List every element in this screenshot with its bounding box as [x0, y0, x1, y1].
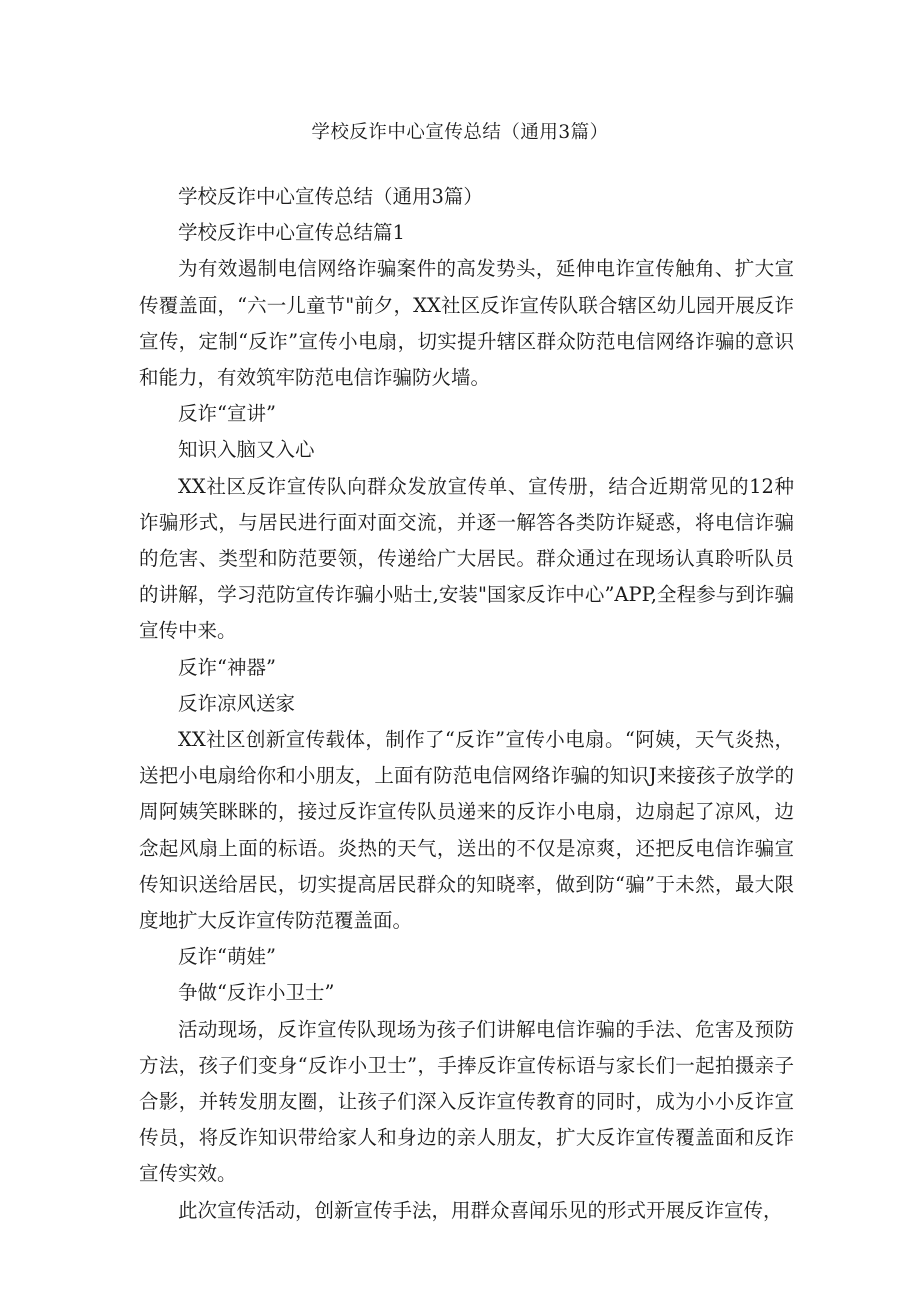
subheading-guard: 争做“反诈小卫士”	[178, 981, 335, 1005]
page-title: 学校反诈中心宣传总结（通用3篇）	[311, 122, 609, 143]
paragraph-activity: 活动现场，反诈宣传队现场为孩子们讲解电信诈骗的手法、危害及预防方法，孩子们变身“反诈小卫士”，手捧反诈宣传标语与家长们一起拍摄亲子合影，并转发朋友圈，让孩子们深入反诈宣传教育的同时，成为小小反诈宣传员，将反诈知识带给家人和身边的亲人朋友，扩大反诈宣传覆盖面和反诈宣传实效。	[139, 1017, 794, 1186]
paragraph-fan-story: XX社区创新宣传载体，制作了“反诈”宣传小电扇。“阿姨，天气炎热，送把小电扇给你和小朋友，上面有防范电信网络诈骗的知识J来接孩子放学的周阿姨笑眯眯的，接过反诈宣传队员递来的反诈小电扇，边扇起了凉风，边念起风扇上面的标语。炎热的天气，送出的不仅是凉爽，还把反电信诈骗宣传知识送给居民，切实提高居民群众的知晓率，做到防“骗”于未然，最大限度地扩大反诈宣传防范覆盖面。	[139, 728, 794, 933]
paragraph-intro: 为有效遏制电信网络诈骗案件的高发势头，延伸电诈宣传触角、扩大宣传覆盖面，“六一儿童节"前夕，XX社区反诈宣传队联合辖区幼儿园开展反诈宣传，定制“反诈”宣传小电扇，切实提升辖区群众防范电信网络诈骗的意识和能力，有效筑牢防范电信诈骗防火墙。	[139, 257, 794, 390]
document-subtitle: 学校反诈中心宣传总结（通用3篇）	[178, 185, 483, 208]
paragraph-summary: 此次宣传活动，创新宣传手法，用群众喜闻乐见的形式开展反诈宣传，	[178, 1198, 783, 1222]
section-heading: 学校反诈中心宣传总结篇1	[178, 221, 405, 245]
document-body	[139, 179, 794, 1229]
subheading-xuanjiang: 反诈“宣讲”	[178, 402, 276, 426]
paragraph-propaganda-team: XX社区反诈宣传队向群众发放宣传单、宣传册，结合近期常见的12种诈骗形式，与居民进行面对面交流，并逐一解答各类防诈疑惑，将电信诈骗的危害、类型和防范要领，传递给广大居民。群众通过在现场认真聆听队员的讲解，学习范防宣传诈骗小贴士,安装"国家反诈中心”APP,全程参与到诈骗宣传中来。	[139, 474, 794, 643]
subheading-shenqi: 反诈“神器”	[178, 655, 276, 679]
subheading-mengwa: 反诈“萌娃”	[178, 945, 276, 969]
subheading-knowledge: 知识入脑又入心	[178, 438, 315, 462]
subheading-fan: 反诈凉风送家	[178, 691, 296, 715]
